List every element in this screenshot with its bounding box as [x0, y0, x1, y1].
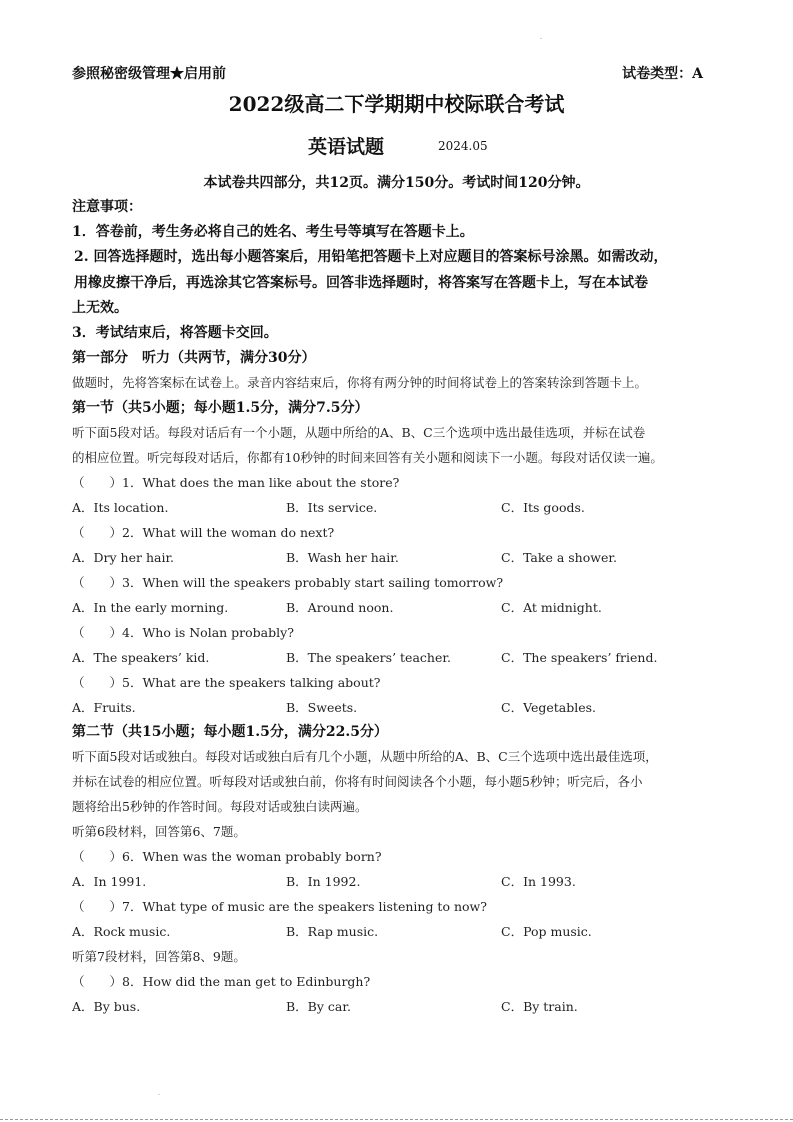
section1-heading: 第一节（共5小题；每小题1.5分，满分7.5分） [72, 400, 369, 416]
option-a: A．Rock music. [72, 924, 171, 939]
notice-item: 1．答卷前，考生务必将自己的姓名、考生号等填写在答题卡上。 [72, 224, 474, 240]
option-b: B．Wash her hair. [286, 550, 399, 565]
notice-item: 3．考试结束后，将答题卡交回。 [72, 325, 278, 341]
speck-mark: . [158, 1090, 160, 1097]
option-b: B．The speakers’ teacher. [286, 650, 451, 665]
option-a: A．Dry her hair. [72, 550, 175, 565]
exam-date: 2024.05 [438, 139, 488, 153]
option-b: B．By car. [286, 999, 351, 1014]
page-bottom-rule [0, 1119, 793, 1120]
option-c: C．Take a shower. [501, 550, 617, 565]
option-c: C．At midnight. [501, 600, 602, 615]
material-6-instruction: 听第6段材料，回答第6、7题。 [72, 824, 246, 839]
confidentiality-label: 参照秘密级管理★启用前 [72, 66, 226, 82]
option-a: A．In the early morning. [72, 600, 229, 615]
section1-desc: 听下面5段对话。每段对话后有一个小题，从题中所给的A、B、C三个选项中选出最佳选项，并标在试卷 [72, 425, 646, 440]
option-b: B．Around noon. [286, 600, 394, 615]
option-b: B．Its service. [286, 500, 378, 515]
section2-desc: 题将给出5秒钟的作答时间。每段对话或独白读两遍。 [72, 799, 368, 814]
question-1: （ ）1．What does the man like about the store? [72, 475, 400, 490]
paper-type-label: 试卷类型：A [622, 66, 703, 82]
material-7-instruction: 听第7段材料，回答第8、9题。 [72, 949, 246, 964]
exam-subtitle: 英语试题 [308, 136, 385, 158]
option-b: B．Sweets. [286, 700, 358, 715]
question-3: （ ）3．When will the speakers probably start sailing tomorrow? [72, 575, 504, 590]
exam-title: 2022级高二下学期期中校际联合考试 [228, 92, 565, 116]
option-a: A．By bus. [72, 999, 141, 1014]
option-a: A．In 1991. [72, 874, 147, 889]
option-c: C．By train. [501, 999, 578, 1014]
question-6: （ ）6．When was the woman probably born? [72, 849, 382, 864]
option-a: A．Fruits. [72, 700, 136, 715]
notice-heading: 注意事项： [72, 199, 142, 215]
notice-item: 2. 回答选择题时，选出每小题答案后，用铅笔把答题卡上对应题目的答案标号涂黑。如需改动， [74, 249, 668, 265]
option-c: C．Its goods. [501, 500, 585, 515]
question-2: （ ）2．What will the woman do next? [72, 525, 335, 540]
option-a: A．The speakers’ kid. [72, 650, 210, 665]
question-5: （ ）5．What are the speakers talking about? [72, 675, 381, 690]
question-8: （ ）8．How did the man get to Edinburgh? [72, 974, 371, 989]
section2-heading: 第二节（共15小题；每小题1.5分，满分22.5分） [72, 724, 388, 740]
section2-desc: 听下面5段对话或独白。每段对话或独白后有几个小题，从题中所给的A、B、C三个选项中选出最佳选项， [72, 749, 658, 764]
option-b: B．Rap music. [286, 924, 379, 939]
option-b: B．In 1992. [286, 874, 361, 889]
speck-mark: . [540, 34, 542, 41]
exam-intro: 本试卷共四部分，共12页。满分150分。考试时间120分钟。 [203, 175, 590, 191]
option-c: C．Vegetables. [501, 700, 597, 715]
question-4: （ ）4．Who is Nolan probably? [72, 625, 294, 640]
notice-item: 上无效。 [72, 300, 128, 316]
option-c: C．In 1993. [501, 874, 576, 889]
option-c: C．Pop music. [501, 924, 592, 939]
option-c: C．The speakers’ friend. [501, 650, 658, 665]
section1-desc: 的相应位置。听完每段对话后，你都有10秒钟的时间来回答有关小题和阅读下一小题。每段对话仅读一遍。 [72, 450, 663, 465]
option-a: A．Its location. [72, 500, 169, 515]
notice-item: 用橡皮擦干净后，再选涂其它答案标号。回答非选择题时，将答案写在答题卡上，写在本试卷 [74, 275, 648, 291]
part1-heading: 第一部分 听力（共两节，满分30分） [72, 350, 316, 366]
question-7: （ ）7．What type of music are the speakers listening to now? [72, 899, 487, 914]
section2-desc: 并标在试卷的相应位置。听每段对话或独白前，你将有时间阅读各个小题，每小题5秒钟；听完后，各小 [72, 774, 643, 789]
part1-desc: 做题时，先将答案标在试卷上。录音内容结束后，你将有两分钟的时间将试卷上的答案转涂到答题卡上。 [72, 375, 648, 390]
